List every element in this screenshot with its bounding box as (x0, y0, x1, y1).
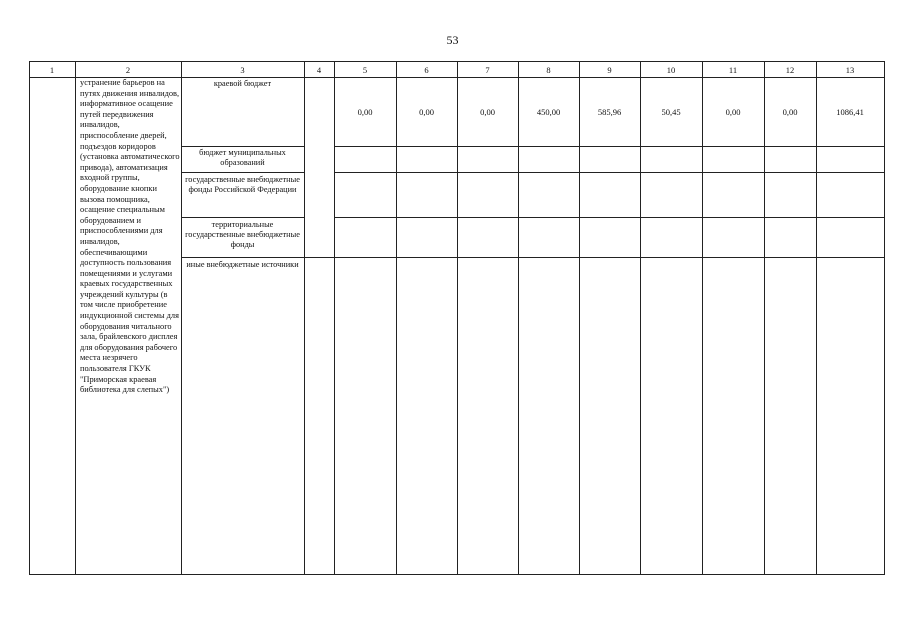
col-line (702, 61, 703, 575)
col-line (334, 61, 335, 575)
header-col-13: 13 (845, 65, 855, 75)
measure-description: устранение барьеров на путях движения инвалидов, информативное осащение путей передвижения инвалидов, приспособление дверей, подъездов коридоров (установка автоматического привода), автоматизация входной группы, оборудование кнопки вызова помощника, осащение специальным оборудованием и приспособлениями для инвалидов, обеспечивающими доступность пользования помещениями и услугами краевых государственных учреждений культуры (в том числе приобретение индукционной системы для оборудования читального зала, брайлевского дисплея для оборудования рабочего места незрячего пользователя ГКУК "Приморская краевая библиотека для слепых") (80, 78, 180, 395)
col-line (75, 61, 76, 575)
col-line (579, 61, 580, 575)
col-line (181, 61, 182, 575)
row-line (334, 146, 885, 147)
col-line (764, 61, 765, 575)
row-line (181, 217, 304, 218)
col-line (816, 61, 817, 575)
row-line (334, 217, 885, 218)
col-line (518, 61, 519, 575)
value-col-13: 1086,41 (836, 107, 864, 117)
col-line (640, 61, 641, 575)
header-col-5: 5 (362, 65, 368, 75)
header-col-2: 2 (125, 65, 131, 75)
value-col-7: 0,00 (480, 107, 495, 117)
value-col-11: 0,00 (725, 107, 741, 117)
col-line (29, 61, 30, 575)
page-number: 53 (446, 33, 459, 47)
row-line (334, 172, 885, 173)
col-line (457, 61, 458, 575)
row-line (181, 257, 885, 258)
funding-source-state-extrabudgetary-funds: государственные внебюджетные фонды Российской Федерации (185, 175, 300, 195)
header-col-10: 10 (666, 65, 676, 75)
col-line (396, 61, 397, 575)
value-col-12: 0,00 (782, 107, 798, 117)
value-col-5: 0,00 (357, 107, 373, 117)
value-col-6: 0,00 (419, 107, 434, 117)
header-col-9: 9 (607, 65, 612, 75)
value-col-8: 450,00 (536, 107, 561, 117)
header-col-8: 8 (546, 65, 551, 75)
header-col-4: 4 (316, 65, 322, 75)
value-col-9: 585,96 (597, 107, 622, 117)
header-col-3: 3 (240, 65, 245, 75)
header-col-11: 11 (728, 65, 738, 75)
col-line (304, 61, 305, 575)
funding-source-other-extrabudgetary: иные внебюджетные источники (186, 260, 299, 269)
header-col-1: 1 (49, 65, 55, 75)
header-col-12: 12 (785, 65, 795, 75)
row-line (181, 146, 304, 147)
header-col-6: 6 (424, 65, 429, 75)
col-line (884, 61, 885, 575)
funding-source-territorial-extrabudgetary-funds: территориальные государственные внебюджетные фонды (185, 220, 300, 250)
header-col-7: 7 (485, 65, 490, 75)
funding-source-regional-budget: краевой бюджет (213, 79, 272, 88)
value-col-10: 50,45 (661, 107, 681, 117)
row-line (181, 172, 304, 173)
funding-source-municipal-budget: бюджет муниципальных образований (199, 148, 286, 168)
